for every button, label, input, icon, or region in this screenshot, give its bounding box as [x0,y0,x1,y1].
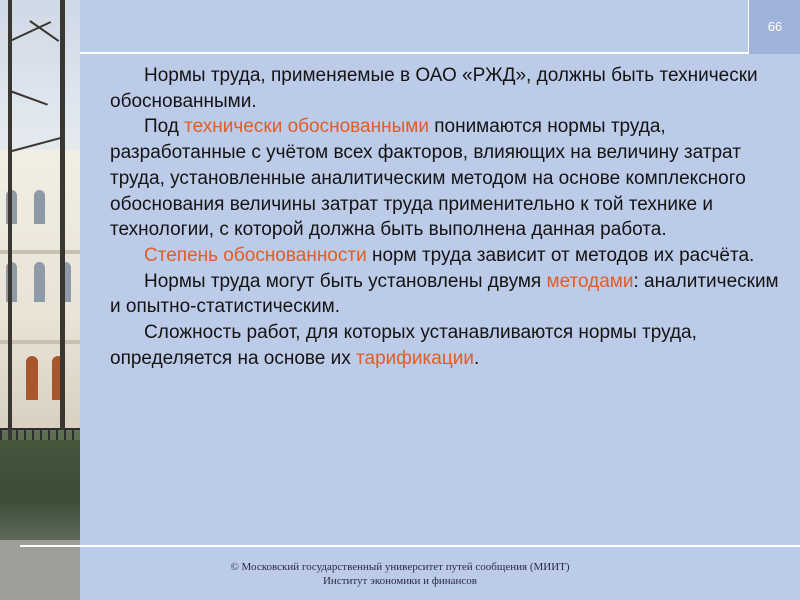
paragraph-2 [110,114,780,243]
building-cornice [0,340,80,344]
building-cornice [0,250,80,254]
building-door [26,356,38,400]
paragraph-2-text-start: Под [144,116,185,138]
paragraph-4-text-start: Нормы труда могут быть установлены двумя [144,270,547,292]
highlight-methods: методами [546,270,634,292]
highlight-degree-of-justification: Степень обоснованности [144,244,367,266]
tree-trunk [60,0,65,430]
slide-footer [80,560,720,588]
building-window [34,190,45,224]
paragraph-1 [110,63,780,114]
building-window [34,262,45,302]
highlight-technically-justified: технически обоснованными [184,116,429,138]
tree-branch [10,90,48,106]
sidewalk [0,540,80,600]
paragraph-1-text: Нормы труда, применяемые в ОАО «РЖД», должны быть технически обоснованными. [110,65,758,112]
paragraph-3-text: норм труда зависит от методов их расчёта. [366,244,755,266]
header-divider [80,52,748,54]
lawn [0,440,80,540]
paragraph-4-text-end: : аналитическим и опытно-статистическим. [110,270,779,318]
paragraph-5 [110,320,780,371]
paragraph-4 [110,269,780,320]
footer-institute: Институт экономики и финансов [322,575,478,587]
footer-copyright: © Московский государственный университет путей сообщения (МИИТ) [230,561,570,573]
highlight-tariffication: тарификации [356,347,474,369]
paragraph-2-text-end: понимаются нормы труда, разработанные с учётом всех факторов, влияющих на величину затрат труда, установленные аналитическим методом на основе комплексного обоснования величины затрат труда применительно к той технике и технологии, с которой должна быть выполнена данная работа. [110,116,746,241]
slide-body [110,63,780,371]
paragraph-5-text-end: . [473,347,480,369]
paragraph-3 [110,243,780,269]
tree-trunk [8,0,12,440]
page-number: 66 [767,19,783,34]
footer-divider [20,545,800,547]
campus-photo [0,0,80,600]
paragraph-5-text-start: Сложность работ, для которых устанавливаются нормы труда, определяется на основе их [110,322,697,369]
page-number-badge [748,0,800,54]
